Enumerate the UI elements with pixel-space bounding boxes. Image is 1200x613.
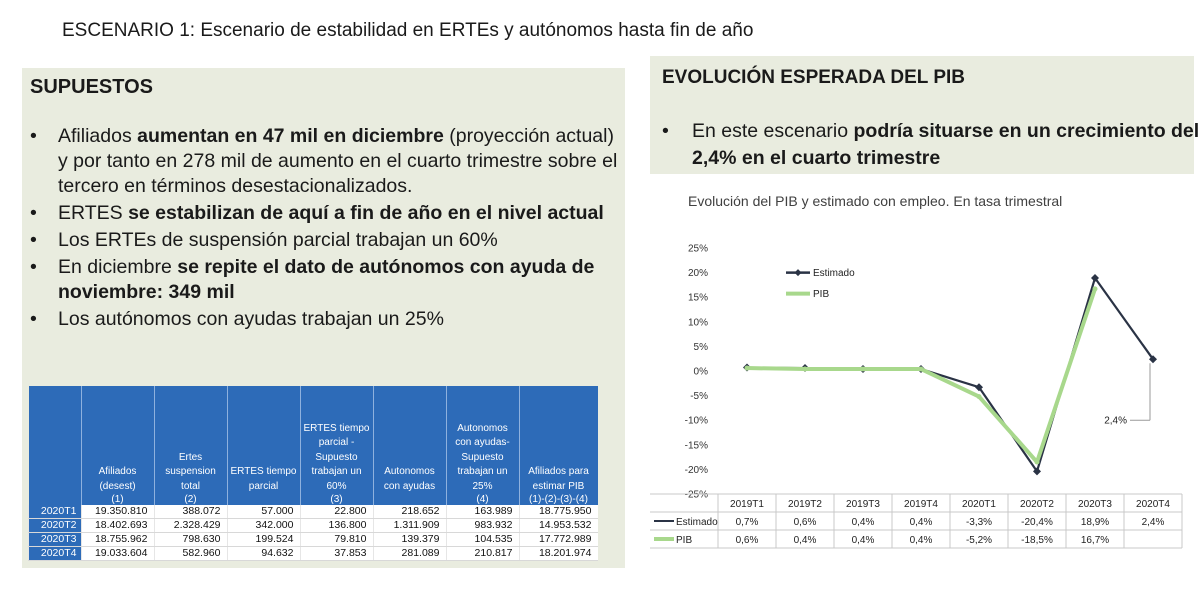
table-cell: 18.755.962 bbox=[81, 533, 154, 547]
table-series-label: Estimado bbox=[676, 517, 718, 528]
table-cell: 57.000 bbox=[227, 505, 300, 519]
table-corner bbox=[29, 386, 82, 494]
col-number: (1)-(2)-(3)-(4) bbox=[519, 494, 598, 505]
y-tick-label: 25% bbox=[687, 243, 708, 255]
supuestos-bullets bbox=[30, 124, 620, 334]
table-value: 0,4% bbox=[909, 535, 933, 546]
table-value: 0,4% bbox=[851, 517, 875, 528]
table-cell: 983.932 bbox=[446, 519, 519, 533]
header-autonomos: Autonomos con ayudas bbox=[373, 386, 446, 494]
table-cell: 199.524 bbox=[227, 533, 300, 547]
x-tick-label: 2020T2 bbox=[1020, 499, 1054, 510]
table-value: 18,9% bbox=[1080, 517, 1110, 528]
x-tick-label: 2020T1 bbox=[962, 499, 996, 510]
table-number-row bbox=[29, 494, 598, 505]
header-afiliados-pib: Afiliados para estimar PIB bbox=[519, 386, 598, 494]
table-cell: 17.772.989 bbox=[519, 533, 598, 547]
table-value: 0,6% bbox=[735, 535, 759, 546]
table-cell: 18.402.693 bbox=[81, 519, 154, 533]
page-title: ESCENARIO 1: Escenario de estabilidad en ERTEs y autónomos hasta fin de año bbox=[62, 20, 754, 41]
evolucion-panel bbox=[650, 56, 1200, 174]
pib-line-chart bbox=[650, 236, 1195, 552]
table-value: 2,4% bbox=[1141, 517, 1165, 528]
table-cell: 18.201.974 bbox=[519, 547, 598, 561]
y-tick-label: -25% bbox=[684, 489, 708, 501]
row-label: 2020T4 bbox=[29, 547, 82, 561]
supuesto-item: • Los autónomos con ayudas trabajan un 25% bbox=[30, 308, 444, 330]
table-cell: 342.000 bbox=[227, 519, 300, 533]
header-autonomos-supuesto: Autonomos con ayudas- Supuesto trabajan un 25% bbox=[446, 386, 519, 494]
y-tick-label: 0% bbox=[693, 366, 708, 378]
table-cell: 79.810 bbox=[300, 533, 373, 547]
table-row bbox=[29, 547, 598, 561]
table-cell: 37.853 bbox=[300, 547, 373, 561]
table-value: 0,7% bbox=[735, 517, 759, 528]
supuesto-item: • Los ERTEs de suspensión parcial trabajan un 60% bbox=[30, 229, 498, 251]
series-line-pib bbox=[747, 289, 1095, 462]
table-cell: 139.379 bbox=[373, 533, 446, 547]
row-label: 2020T2 bbox=[29, 519, 82, 533]
table-cell: 1.311.909 bbox=[373, 519, 446, 533]
table-cell: 14.953.532 bbox=[519, 519, 598, 533]
data-point bbox=[803, 367, 808, 372]
header-ertes-parcial: ERTES tiempo parcial bbox=[227, 386, 300, 494]
table-series-label: PIB bbox=[676, 535, 693, 546]
header-ertes-suspension: Ertes suspension total bbox=[154, 386, 227, 494]
table-cell: 163.989 bbox=[446, 505, 519, 519]
col-number bbox=[373, 494, 446, 505]
legend-label: PIB bbox=[813, 289, 830, 301]
y-tick-label: 20% bbox=[687, 268, 708, 280]
table-cell: 798.630 bbox=[154, 533, 227, 547]
col-number bbox=[227, 494, 300, 505]
table-value: -5,2% bbox=[965, 535, 993, 546]
header-ertes-supuesto: ERTES tiempo parcial - Supuesto trabajan un 60% bbox=[300, 386, 373, 494]
data-point bbox=[745, 366, 750, 371]
supuestos-title: SUPUESTOS bbox=[30, 76, 153, 98]
table-cell: 18.775.950 bbox=[519, 505, 598, 519]
evolucion-title: EVOLUCIÓN ESPERADA DEL PIB bbox=[662, 67, 965, 88]
data-point bbox=[861, 367, 866, 372]
table-row bbox=[29, 505, 598, 519]
x-tick-label: 2019T2 bbox=[788, 499, 822, 510]
table-cell: 2.328.429 bbox=[154, 519, 227, 533]
y-tick-label: 5% bbox=[693, 341, 708, 353]
row-label: 2020T3 bbox=[29, 533, 82, 547]
table-cell: 136.800 bbox=[300, 519, 373, 533]
table-value: -3,3% bbox=[965, 517, 993, 528]
table-value: 0,6% bbox=[793, 517, 817, 528]
table-cell: 94.632 bbox=[227, 547, 300, 561]
supuesto-item: • ERTES se estabilizan de aquí a fin de año en el nivel actual bbox=[30, 202, 604, 224]
supuesto-item: • En diciembre se repite el dato de autónomos con ayuda de noviembre: 349 mil bbox=[30, 256, 595, 303]
table-row bbox=[29, 533, 598, 547]
y-tick-label: 15% bbox=[687, 292, 708, 304]
col-number: (2) bbox=[154, 494, 227, 505]
table-value: -18,5% bbox=[1021, 535, 1053, 546]
table-header-row bbox=[29, 386, 598, 494]
col-number: (3) bbox=[300, 494, 373, 505]
series-line-estimado bbox=[747, 278, 1153, 471]
table-value: 16,7% bbox=[1080, 535, 1110, 546]
table-value: 0,4% bbox=[793, 535, 817, 546]
x-tick-label: 2019T3 bbox=[846, 499, 880, 510]
table-value: 0,4% bbox=[909, 517, 933, 528]
table-cell: 388.072 bbox=[154, 505, 227, 519]
y-tick-label: -5% bbox=[690, 391, 708, 403]
table-value: -20,4% bbox=[1021, 517, 1053, 528]
header-afiliados: Afiliados (desest) bbox=[81, 386, 154, 494]
data-point bbox=[1093, 286, 1098, 291]
table-cell: 210.817 bbox=[446, 547, 519, 561]
data-point bbox=[977, 394, 982, 399]
evolucion-bullet: • En este escenario podría situarse en un crecimiento del 2,4% en el cuarto trimestre bbox=[662, 120, 1200, 169]
annotation-label: 2,4% bbox=[1104, 415, 1127, 427]
table-cell: 281.089 bbox=[373, 547, 446, 561]
table-row bbox=[29, 519, 598, 533]
y-tick-label: -15% bbox=[684, 440, 708, 452]
afiliados-table bbox=[28, 386, 598, 561]
table-cell: 582.960 bbox=[154, 547, 227, 561]
y-tick-label: 10% bbox=[687, 317, 708, 329]
x-tick-label: 2020T4 bbox=[1136, 499, 1170, 510]
row-label: 2020T1 bbox=[29, 505, 82, 519]
legend-marker bbox=[795, 269, 802, 276]
col-number: (4) bbox=[446, 494, 519, 505]
table-cell: 22.800 bbox=[300, 505, 373, 519]
data-point bbox=[919, 367, 924, 372]
table-cell: 19.033.604 bbox=[81, 547, 154, 561]
y-tick-label: -10% bbox=[684, 415, 708, 427]
chart-title: Evolución del PIB y estimado con empleo. En tasa trimestral bbox=[688, 193, 1063, 209]
supuestos-panel bbox=[22, 68, 625, 568]
x-tick-label: 2019T1 bbox=[730, 499, 764, 510]
data-point bbox=[1035, 460, 1040, 465]
table-cell: 218.652 bbox=[373, 505, 446, 519]
y-tick-label: -20% bbox=[684, 464, 708, 476]
table-value: 0,4% bbox=[851, 535, 875, 546]
table-cell: 104.535 bbox=[446, 533, 519, 547]
col-number: (1) bbox=[81, 494, 154, 505]
table-cell: 19.350.810 bbox=[81, 505, 154, 519]
x-tick-label: 2020T3 bbox=[1078, 499, 1112, 510]
legend-label: Estimado bbox=[813, 268, 855, 280]
x-tick-label: 2019T4 bbox=[904, 499, 938, 510]
supuesto-item: • Afiliados aumentan en 47 mil en diciembre (proyección actual) y por tanto en 278 mil de aumento en el cuarto trimestre sobre el tercero en términos desestacionalizados. bbox=[30, 125, 618, 197]
